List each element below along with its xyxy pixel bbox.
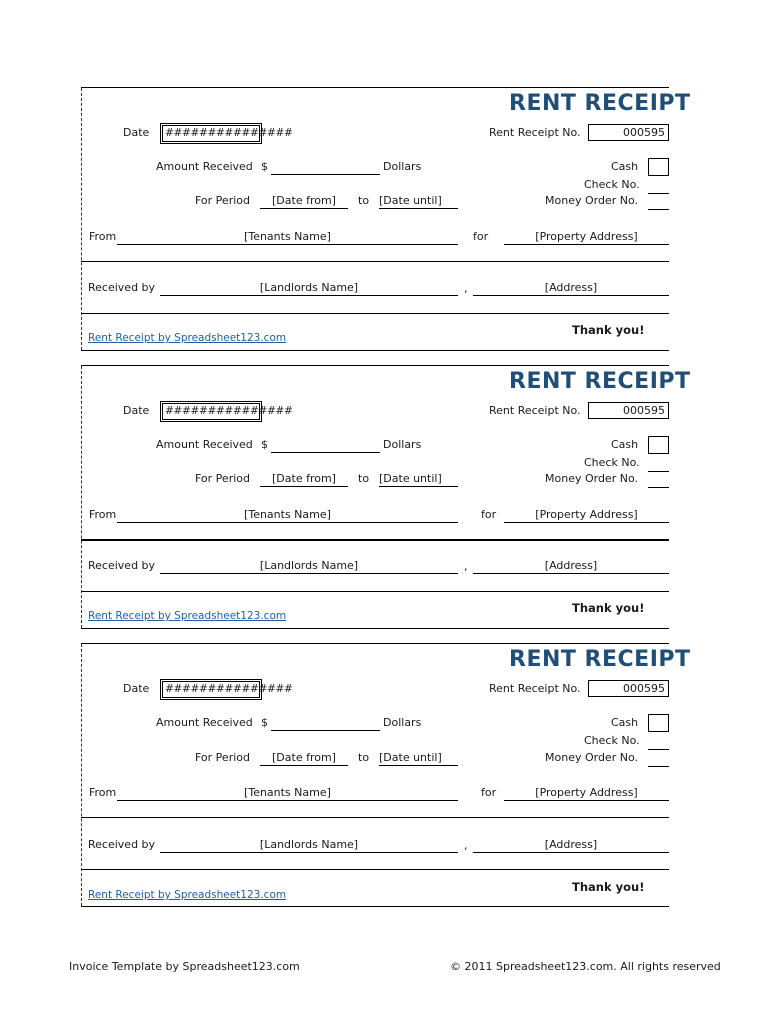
cash-checkbox[interactable]	[648, 158, 669, 176]
receipt-no-field[interactable]: 000595	[588, 402, 669, 419]
currency-symbol: $	[261, 438, 268, 451]
address-field[interactable]: [Address]	[473, 281, 669, 296]
date-label: Date	[123, 682, 150, 695]
date-from-field[interactable]: [Date from]	[260, 472, 348, 487]
amount-label: Amount Received	[156, 716, 253, 729]
comma: ,	[464, 560, 468, 573]
left-dashed-edge	[81, 366, 82, 628]
to-label: to	[358, 751, 370, 764]
spreadsheet123-link[interactable]: Rent Receipt by Spreadsheet123.com	[88, 610, 287, 622]
period-label: For Period	[195, 472, 250, 485]
thank-you-text: Thank you!	[572, 323, 645, 337]
money-order-field[interactable]	[648, 197, 669, 210]
amount-field[interactable]	[271, 716, 380, 731]
cash-checkbox[interactable]	[648, 714, 669, 732]
receipt-title: RENT RECEIPT	[509, 647, 691, 672]
divider	[81, 817, 669, 818]
receipt-no-field[interactable]: 000595	[588, 124, 669, 141]
received-by-label: Received by	[88, 559, 156, 572]
from-label: From	[89, 230, 117, 243]
property-address-field[interactable]: [Property Address]	[504, 230, 669, 245]
divider	[81, 539, 669, 541]
money-order-field[interactable]	[648, 475, 669, 488]
date-label: Date	[123, 126, 150, 139]
divider	[81, 261, 669, 262]
footer-copyright: © 2011 Spreadsheet123.com. All rights reserved	[450, 960, 721, 973]
left-dashed-edge	[81, 88, 82, 350]
for-label: for	[481, 508, 497, 521]
property-address-field[interactable]: [Property Address]	[504, 508, 669, 523]
dollars-label: Dollars	[383, 160, 422, 173]
to-label: to	[358, 194, 370, 207]
spreadsheet123-link[interactable]: Rent Receipt by Spreadsheet123.com	[88, 332, 287, 344]
spreadsheet123-link[interactable]: Rent Receipt by Spreadsheet123.com	[88, 889, 287, 901]
date-field[interactable]: ###############	[162, 125, 260, 142]
date-field[interactable]: ###############	[162, 403, 260, 420]
tenant-name-field[interactable]: [Tenants Name]	[117, 230, 458, 245]
check-no-label: Check No.	[584, 734, 640, 747]
period-label: For Period	[195, 751, 250, 764]
address-field[interactable]: [Address]	[473, 838, 669, 853]
receipt-title: RENT RECEIPT	[509, 91, 691, 116]
money-order-label: Money Order No.	[545, 751, 638, 764]
landlord-name-field[interactable]: [Landlords Name]	[160, 281, 458, 296]
to-label: to	[358, 472, 370, 485]
cash-label: Cash	[611, 438, 639, 451]
receipt-title: RENT RECEIPT	[509, 369, 691, 394]
landlord-name-field[interactable]: [Landlords Name]	[160, 838, 458, 853]
receipt-no-label: Rent Receipt No.	[489, 126, 581, 139]
dollars-label: Dollars	[383, 438, 422, 451]
received-by-label: Received by	[88, 281, 156, 294]
divider	[81, 869, 669, 870]
landlord-name-field[interactable]: [Landlords Name]	[160, 559, 458, 574]
tenant-name-field[interactable]: [Tenants Name]	[117, 786, 458, 801]
cash-label: Cash	[611, 160, 639, 173]
receipt-3	[81, 643, 691, 907]
date-field[interactable]: ###############	[162, 681, 260, 698]
from-label: From	[89, 786, 117, 799]
date-from-field[interactable]: [Date from]	[260, 751, 348, 766]
amount-field[interactable]	[271, 160, 380, 175]
amount-field[interactable]	[271, 438, 380, 453]
divider	[81, 591, 669, 592]
date-until-field[interactable]: [Date until]	[379, 194, 458, 209]
for-label: for	[481, 786, 497, 799]
left-dashed-edge	[81, 644, 82, 906]
check-no-field[interactable]	[648, 181, 669, 194]
amount-label: Amount Received	[156, 160, 253, 173]
receipt-no-label: Rent Receipt No.	[489, 682, 581, 695]
check-no-label: Check No.	[584, 456, 640, 469]
received-by-label: Received by	[88, 838, 156, 851]
receipt-no-label: Rent Receipt No.	[489, 404, 581, 417]
dollars-label: Dollars	[383, 716, 422, 729]
money-order-label: Money Order No.	[545, 472, 638, 485]
amount-label: Amount Received	[156, 438, 253, 451]
thank-you-text: Thank you!	[572, 601, 645, 615]
for-label: for	[473, 230, 489, 243]
tenant-name-field[interactable]: [Tenants Name]	[117, 508, 458, 523]
cash-label: Cash	[611, 716, 639, 729]
comma: ,	[464, 282, 468, 295]
receipt-no-field[interactable]: 000595	[588, 680, 669, 697]
date-from-field[interactable]: [Date from]	[260, 194, 348, 209]
comma: ,	[464, 839, 468, 852]
check-no-field[interactable]	[648, 459, 669, 472]
property-address-field[interactable]: [Property Address]	[504, 786, 669, 801]
check-no-label: Check No.	[584, 178, 640, 191]
date-until-field[interactable]: [Date until]	[379, 751, 458, 766]
receipt-1	[81, 87, 691, 351]
divider	[81, 313, 669, 314]
receipt-2	[81, 365, 691, 629]
check-no-field[interactable]	[648, 737, 669, 750]
currency-symbol: $	[261, 160, 268, 173]
thank-you-text: Thank you!	[572, 880, 645, 894]
money-order-field[interactable]	[648, 754, 669, 767]
address-field[interactable]: [Address]	[473, 559, 669, 574]
date-until-field[interactable]: [Date until]	[379, 472, 458, 487]
period-label: For Period	[195, 194, 250, 207]
from-label: From	[89, 508, 117, 521]
cash-checkbox[interactable]	[648, 436, 669, 454]
currency-symbol: $	[261, 716, 268, 729]
footer-left-text: Invoice Template by Spreadsheet123.com	[69, 960, 300, 973]
date-label: Date	[123, 404, 150, 417]
money-order-label: Money Order No.	[545, 194, 638, 207]
